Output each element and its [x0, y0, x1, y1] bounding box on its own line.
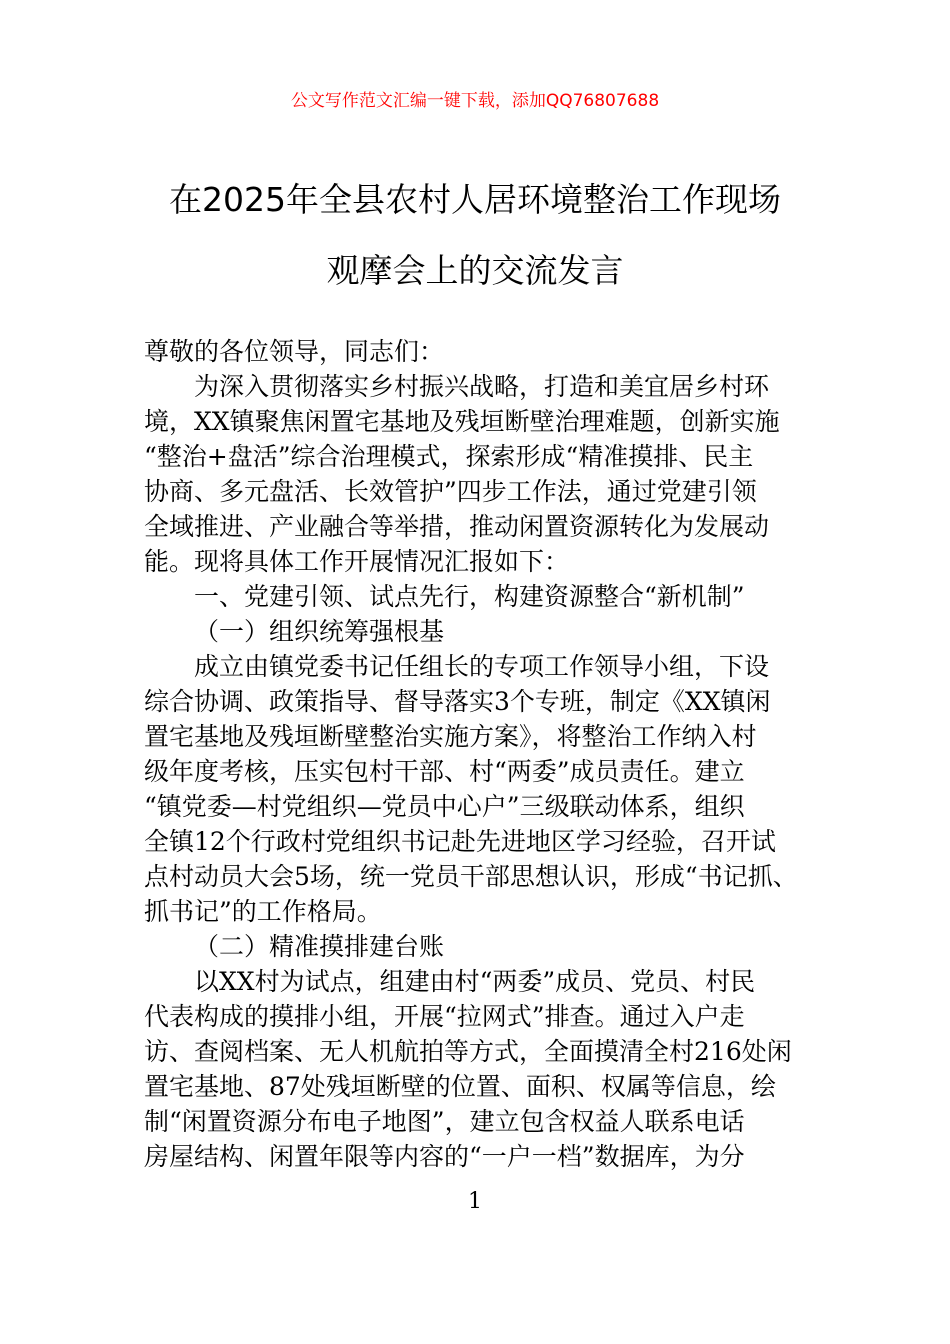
paragraph-line: 访、查阅档案、无人机航拍等方式，全面摸清全村216处闲: [144, 1037, 792, 1066]
subsection-heading: （二）精准摸排建台账: [194, 932, 445, 961]
document-title-line-2: 观摩会上的交流发言: [326, 251, 624, 290]
paragraph-line: 综合协调、政策指导、督导落实3个专班，制定《XX镇闲: [144, 687, 771, 716]
paragraph-line: 制“闲置资源分布电子地图”，建立包含权益人联系电话: [144, 1107, 745, 1136]
paragraph-line: 置宅基地、87处残垣断壁的位置、面积、权属等信息，绘: [144, 1072, 776, 1101]
paragraph-line: “整治+盘活”综合治理模式，探索形成“精准摸排、民主: [144, 442, 754, 471]
paragraph-line: 房屋结构、闲置年限等内容的“一户一档”数据库，为分: [144, 1142, 745, 1171]
document-title-line-1: 在2025年全县农村人居环境整治工作现场: [169, 180, 781, 219]
paragraph-line: 代表构成的摸排小组，开展“拉网式”排查。通过入户走: [144, 1002, 745, 1031]
paragraph-line: 级年度考核，压实包村干部、村“两委”成员责任。建立: [144, 757, 745, 786]
paragraph-line: 抓书记”的工作格局。: [144, 897, 382, 926]
paragraph-line: 能。现将具体工作开展情况汇报如下：: [144, 547, 570, 576]
paragraph-line: 协商、多元盘活、长效管护”四步工作法，通过党建引领: [144, 477, 757, 506]
section-heading: 一、党建引领、试点先行，构建资源整合“新机制”: [194, 582, 745, 611]
paragraph-line: 境，XX镇聚焦闲置宅基地及残垣断壁治理难题，创新实施: [144, 407, 780, 436]
paragraph-line: 以XX村为试点，组建由村“两委”成员、党员、村民: [194, 967, 756, 996]
page-number: 1: [468, 1189, 482, 1214]
document-body: [144, 334, 806, 1174]
paragraph-line: 全域推进、产业融合等举措，推动闲置资源转化为发展动: [144, 512, 770, 541]
paragraph-line: 点村动员大会5场，统一党员干部思想认识，形成“书记抓、: [144, 862, 798, 891]
download-banner: 公文写作范文汇编一键下载，添加QQ76807688: [290, 91, 660, 111]
paragraph-line: 为深入贯彻落实乡村振兴战略，打造和美宜居乡村环: [194, 372, 770, 401]
paragraph-line: 置宅基地及残垣断壁整治实施方案》，将整治工作纳入村: [144, 722, 757, 751]
paragraph-line: 成立由镇党委书记任组长的专项工作领导小组，下设: [194, 652, 770, 681]
paragraph-line: “镇党委—村党组织—党员中心户”三级联动体系，组织: [144, 792, 745, 821]
salutation: 尊敬的各位领导，同志们：: [144, 337, 445, 366]
paragraph-line: 全镇12个行政村党组织书记赴先进地区学习经验，召开试: [144, 827, 776, 856]
subsection-heading: （一）组织统筹强根基: [194, 617, 445, 646]
